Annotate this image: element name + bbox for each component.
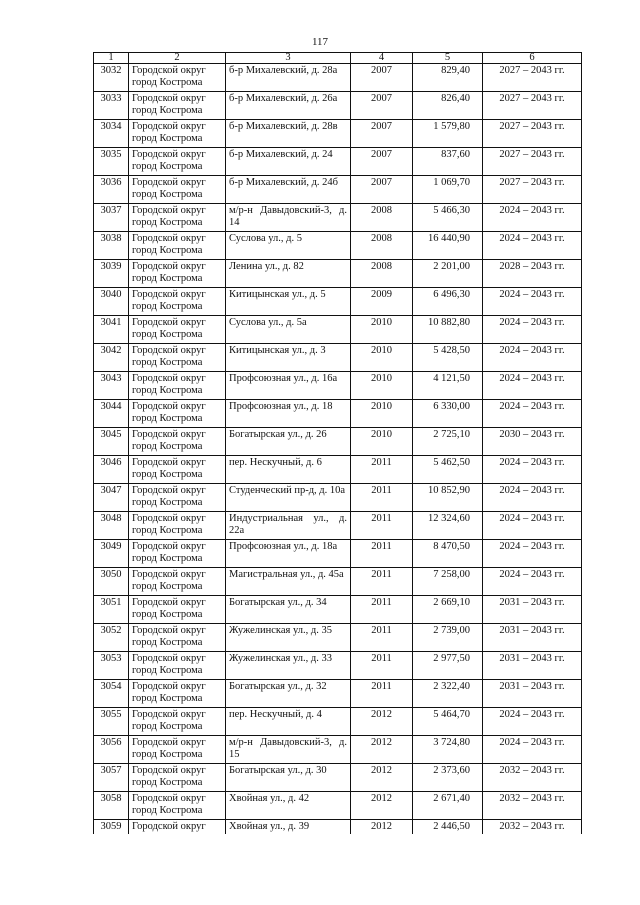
address-cell: Жужелинская ул., д. 33 [226,652,351,680]
period-cell: 2027 – 2043 гг. [483,120,582,148]
year-cell: 2011 [351,512,413,540]
period-cell: 2031 – 2043 гг. [483,596,582,624]
area-cell: 2 977,50 [413,652,483,680]
municipality-cell: Городской округ город Кострома [129,456,226,484]
period-cell: 2024 – 2043 гг. [483,568,582,596]
table-row [94,428,582,456]
table-row [94,456,582,484]
area-cell: 2 725,10 [413,428,483,456]
period-cell: 2024 – 2043 гг. [483,484,582,512]
housing-table [93,52,581,834]
period-cell: 2024 – 2043 гг. [483,288,582,316]
area-cell: 829,40 [413,64,483,92]
period-cell: 2030 – 2043 гг. [483,428,582,456]
year-cell: 2007 [351,148,413,176]
address-cell: пер. Нескучный, д. 6 [226,456,351,484]
municipality-cell: Городской округ город Кострома [129,316,226,344]
year-cell: 2011 [351,484,413,512]
period-cell: 2032 – 2043 гг. [483,764,582,792]
table-row [94,120,582,148]
area-cell: 10 852,90 [413,484,483,512]
municipality-cell: Городской округ город Кострома [129,232,226,260]
table-row [94,148,582,176]
municipality-cell: Городской округ город Кострома [129,260,226,288]
row-number-cell: 3036 [94,176,129,204]
table-row [94,540,582,568]
address-cell: Профсоюзная ул., д. 18 [226,400,351,428]
municipality-cell: Городской округ город Кострома [129,484,226,512]
year-cell: 2007 [351,92,413,120]
table-row [94,708,582,736]
year-cell: 2011 [351,596,413,624]
row-number-cell: 3052 [94,624,129,652]
area-cell: 2 201,00 [413,260,483,288]
municipality-cell: Городской округ город Кострома [129,148,226,176]
address-cell: б-р Михалевский, д. 24 [226,148,351,176]
period-cell: 2027 – 2043 гг. [483,148,582,176]
address-cell: Богатырская ул., д. 32 [226,680,351,708]
municipality-cell: Городской округ город Кострома [129,176,226,204]
year-cell: 2012 [351,764,413,792]
municipality-cell: Городской округ город Кострома [129,64,226,92]
period-cell: 2024 – 2043 гг. [483,316,582,344]
table-row [94,372,582,400]
year-cell: 2010 [351,428,413,456]
row-number-cell: 3039 [94,260,129,288]
area-cell: 4 121,50 [413,372,483,400]
row-number-cell: 3050 [94,568,129,596]
area-cell: 2 322,40 [413,680,483,708]
table-row [94,260,582,288]
period-cell: 2024 – 2043 гг. [483,400,582,428]
row-number-cell: 3032 [94,64,129,92]
table-row [94,820,582,835]
row-number-cell: 3054 [94,680,129,708]
period-cell: 2024 – 2043 гг. [483,456,582,484]
period-cell: 2024 – 2043 гг. [483,540,582,568]
row-number-cell: 3035 [94,148,129,176]
year-cell: 2008 [351,232,413,260]
municipality-cell: Городской округ город Кострома [129,288,226,316]
municipality-cell: Городской округ город Кострома [129,764,226,792]
period-cell: 2024 – 2043 гг. [483,344,582,372]
area-cell: 2 373,60 [413,764,483,792]
period-cell: 2024 – 2043 гг. [483,512,582,540]
municipality-cell: Городской округ город Кострома [129,736,226,764]
address-cell: Профсоюзная ул., д. 18а [226,540,351,568]
municipality-cell: Городской округ город Кострома [129,652,226,680]
period-cell: 2027 – 2043 гг. [483,92,582,120]
period-cell: 2024 – 2043 гг. [483,372,582,400]
row-number-cell: 3046 [94,456,129,484]
address-cell: б-р Михалевский, д. 28а [226,64,351,92]
table-row [94,176,582,204]
year-cell: 2010 [351,372,413,400]
table-row [94,316,582,344]
year-cell: 2011 [351,456,413,484]
area-cell: 826,40 [413,92,483,120]
header-row [94,53,582,64]
year-cell: 2010 [351,400,413,428]
period-cell: 2024 – 2043 гг. [483,204,582,232]
municipality-cell: Городской округ город Кострома [129,204,226,232]
area-cell: 6 496,30 [413,288,483,316]
address-cell: Китицынская ул., д. 3 [226,344,351,372]
column-header: 2 [129,53,226,64]
area-cell: 3 724,80 [413,736,483,764]
row-number-cell: 3056 [94,736,129,764]
row-number-cell: 3049 [94,540,129,568]
table-row [94,484,582,512]
row-number-cell: 3051 [94,596,129,624]
row-number-cell: 3058 [94,792,129,820]
municipality-cell: Городской округ город Кострома [129,400,226,428]
municipality-cell: Городской округ город Кострома [129,372,226,400]
row-number-cell: 3037 [94,204,129,232]
period-cell: 2027 – 2043 гг. [483,176,582,204]
row-number-cell: 3033 [94,92,129,120]
period-cell: 2032 – 2043 гг. [483,792,582,820]
year-cell: 2012 [351,792,413,820]
address-cell: Суслова ул., д. 5а [226,316,351,344]
municipality-cell: Городской округ город Кострома [129,428,226,456]
row-number-cell: 3043 [94,372,129,400]
row-number-cell: 3041 [94,316,129,344]
year-cell: 2011 [351,652,413,680]
table-row [94,512,582,540]
row-number-cell: 3055 [94,708,129,736]
table-row [94,792,582,820]
table-row [94,344,582,372]
area-cell: 5 464,70 [413,708,483,736]
area-cell: 16 440,90 [413,232,483,260]
area-cell: 2 739,00 [413,624,483,652]
address-cell: Профсоюзная ул., д. 16а [226,372,351,400]
area-cell: 837,60 [413,148,483,176]
column-header: 6 [483,53,582,64]
period-cell: 2032 – 2043 гг. [483,820,582,835]
address-cell: Студенческий пр-д, д. 10а [226,484,351,512]
area-cell: 2 671,40 [413,792,483,820]
period-cell: 2028 – 2043 гг. [483,260,582,288]
year-cell: 2011 [351,680,413,708]
municipality-cell: Городской округ город Кострома [129,708,226,736]
year-cell: 2007 [351,64,413,92]
table-row [94,652,582,680]
municipality-cell: Городской округ город Кострома [129,92,226,120]
row-number-cell: 3053 [94,652,129,680]
address-cell: Магистральная ул., д. 45а [226,568,351,596]
page-number: 117 [311,36,329,48]
address-cell: б-р Михалевский, д. 26а [226,92,351,120]
year-cell: 2011 [351,568,413,596]
table-row [94,64,582,92]
year-cell: 2011 [351,540,413,568]
table-row [94,92,582,120]
year-cell: 2009 [351,288,413,316]
period-cell: 2031 – 2043 гг. [483,680,582,708]
municipality-cell: Городской округ город Кострома [129,540,226,568]
year-cell: 2010 [351,316,413,344]
year-cell: 2010 [351,344,413,372]
row-number-cell: 3040 [94,288,129,316]
address-cell: Хвойная ул., д. 39 [226,820,351,835]
address-cell: Индустриальная ул., д. 22а [226,512,351,540]
year-cell: 2012 [351,736,413,764]
municipality-cell: Городской округ город Кострома [129,120,226,148]
column-header: 5 [413,53,483,64]
year-cell: 2008 [351,260,413,288]
area-cell: 1 069,70 [413,176,483,204]
table-row [94,736,582,764]
period-cell: 2031 – 2043 гг. [483,624,582,652]
municipality-cell: Городской округ город Кострома [129,512,226,540]
period-cell: 2031 – 2043 гг. [483,652,582,680]
municipality-cell: Городской округ город Кострома [129,680,226,708]
address-cell: м/р-н Давыдовский-3, д. 14 [226,204,351,232]
table-row [94,568,582,596]
area-cell: 7 258,00 [413,568,483,596]
address-cell: пер. Нескучный, д. 4 [226,708,351,736]
address-cell: м/р-н Давыдовский-3, д. 15 [226,736,351,764]
table-row [94,204,582,232]
area-cell: 2 669,10 [413,596,483,624]
address-cell: Богатырская ул., д. 26 [226,428,351,456]
address-cell: Ленина ул., д. 82 [226,260,351,288]
address-cell: б-р Михалевский, д. 24б [226,176,351,204]
row-number-cell: 3059 [94,820,129,835]
row-number-cell: 3044 [94,400,129,428]
year-cell: 2007 [351,120,413,148]
year-cell: 2012 [351,708,413,736]
period-cell: 2024 – 2043 гг. [483,736,582,764]
area-cell: 5 462,50 [413,456,483,484]
municipality-cell: Городской округ город Кострома [129,344,226,372]
period-cell: 2024 – 2043 гг. [483,232,582,260]
year-cell: 2011 [351,624,413,652]
column-header: 1 [94,53,129,64]
municipality-cell: Городской округ [129,820,226,835]
table-row [94,288,582,316]
row-number-cell: 3042 [94,344,129,372]
table-row [94,764,582,792]
area-cell: 5 466,30 [413,204,483,232]
row-number-cell: 3045 [94,428,129,456]
year-cell: 2012 [351,820,413,835]
row-number-cell: 3034 [94,120,129,148]
column-header: 4 [351,53,413,64]
row-number-cell: 3038 [94,232,129,260]
year-cell: 2008 [351,204,413,232]
row-number-cell: 3048 [94,512,129,540]
address-cell: Суслова ул., д. 5 [226,232,351,260]
address-cell: Богатырская ул., д. 30 [226,764,351,792]
row-number-cell: 3047 [94,484,129,512]
area-cell: 12 324,60 [413,512,483,540]
area-cell: 6 330,00 [413,400,483,428]
area-cell: 2 446,50 [413,820,483,835]
table-row [94,232,582,260]
municipality-cell: Городской округ город Кострома [129,596,226,624]
address-cell: Богатырская ул., д. 34 [226,596,351,624]
period-cell: 2024 – 2043 гг. [483,708,582,736]
table-row [94,400,582,428]
address-cell: Китицынская ул., д. 5 [226,288,351,316]
table-row [94,680,582,708]
area-cell: 8 470,50 [413,540,483,568]
table-row [94,624,582,652]
area-cell: 1 579,80 [413,120,483,148]
row-number-cell: 3057 [94,764,129,792]
area-cell: 10 882,80 [413,316,483,344]
area-cell: 5 428,50 [413,344,483,372]
year-cell: 2007 [351,176,413,204]
address-cell: Хвойная ул., д. 42 [226,792,351,820]
municipality-cell: Городской округ город Кострома [129,792,226,820]
column-header: 3 [226,53,351,64]
period-cell: 2027 – 2043 гг. [483,64,582,92]
municipality-cell: Городской округ город Кострома [129,624,226,652]
table-row [94,596,582,624]
municipality-cell: Городской округ город Кострома [129,568,226,596]
address-cell: б-р Михалевский, д. 28в [226,120,351,148]
address-cell: Жужелинская ул., д. 35 [226,624,351,652]
